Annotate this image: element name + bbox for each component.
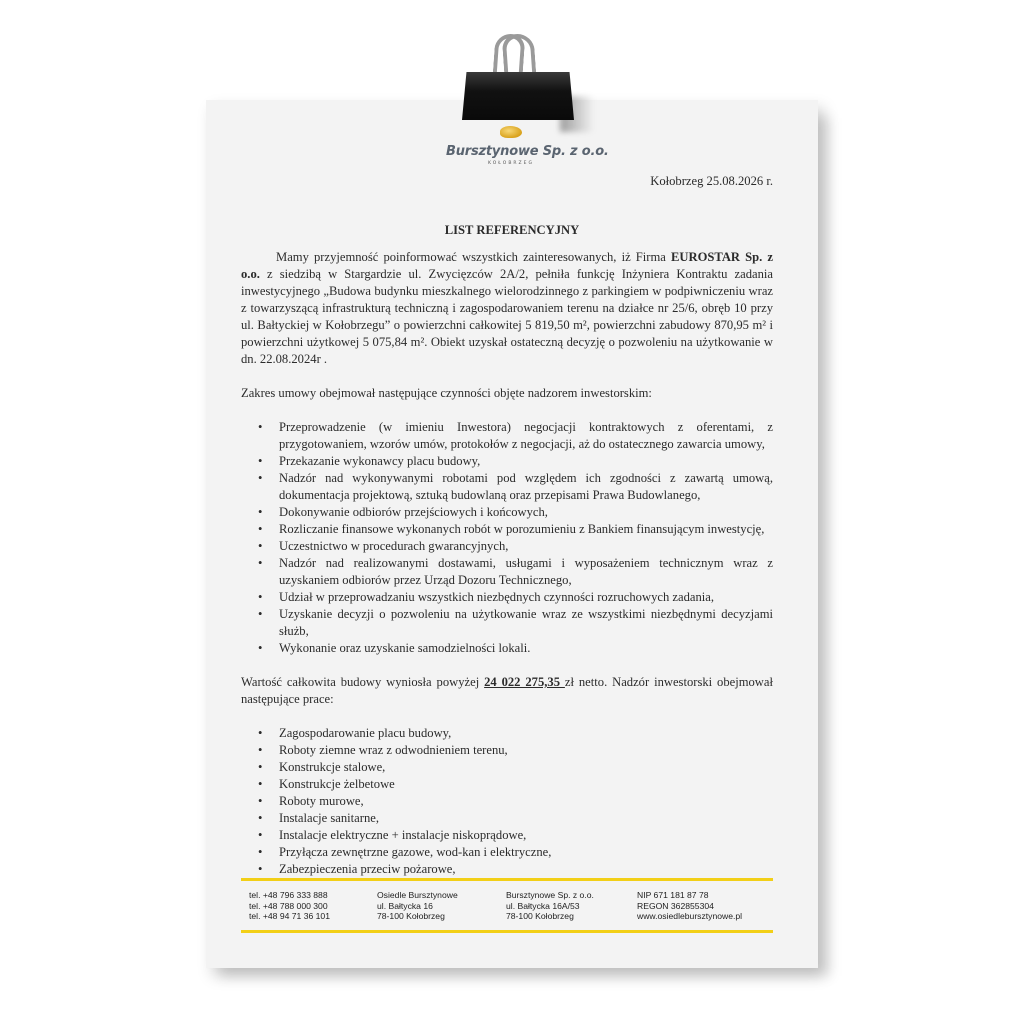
footer-line: tel. +48 94 71 36 101 <box>249 911 330 921</box>
intro-paragraph <box>241 249 773 368</box>
footer-line: 78-100 Kołobrzeg <box>506 911 574 921</box>
list-item: • Nadzór nad realizowanymi dostawami, usługami i wyposażeniem technicznym wraz z uzyskaniem odbiorów przez Urząd Dozoru Technicznego, <box>241 555 773 589</box>
footer-line: www.osiedlebursztynowe.pl <box>637 911 743 921</box>
footer-top-line <box>241 878 773 881</box>
value-text-1: Wartość całkowita budowy wyniosła powyżej <box>241 675 485 689</box>
footer-line: Osiedle Bursztynowe <box>377 890 458 900</box>
list-item: • Udział w przeprowadzaniu wszystkich niezbędnych czynności rozruchowych zadania, <box>241 589 773 606</box>
logo-company-name: Bursztynowe Sp. z o.o. <box>446 144 609 159</box>
footer-line: tel. +48 788 000 300 <box>249 900 328 911</box>
value-paragraph <box>241 674 773 708</box>
list-item: • Zabezpieczenia przeciw pożarowe, <box>241 861 773 878</box>
list-item: • Przyłącza zewnętrzne gazowe, wod-kan i elektryczne, <box>241 844 773 861</box>
footer-estate-address <box>377 890 458 922</box>
letter-body <box>241 249 773 878</box>
list-item: • Nadzór nad wykonywanymi robotami pod względem ich zgodności z zawartą umową, dokumentacja projektową, sztuką budowlaną oraz przepisami Prawa Budowlanego, <box>241 470 773 504</box>
intro-text-2: z siedzibą w Stargardzie ul. Zwycięzców 2A/2, pełniła funkcję Inżyniera Kontraktu zadania inwestycyjnego „Budowa budynku mieszkalnego wielorodzinnego z parkingiem w podpiwniczeniu wraz z towarzyszącą infrastrukturą techniczną i zagospodarowaniem terenu na działce nr 25/6, obręb 10 przy ul. Bałtyckiej w Kołobrzegu” o powierzchni całkowitej 5 819,50 m², powierzchni zabudowy 870,95 m² i powierzchni użytkowej 5 075,84 m². Obiekt uzyskał ostateczną decyzję o pozwoleniu na użytkowanie w dn. 22.08.2024r . <box>241 267 773 366</box>
list-item: • Dokonywanie odbiorów przejściowych i końcowych, <box>241 504 773 521</box>
footer-registration <box>637 890 742 922</box>
value-text-2: zł netto. Nadzór inwestorski obejmował następujące prace: <box>241 675 773 706</box>
footer-phones <box>249 890 330 922</box>
list-item: • Instalacje sanitarne, <box>241 810 773 827</box>
footer-company-address <box>506 890 594 922</box>
list-item: • Uzyskanie decyzji o pozwoleniu na użytkowanie wraz ze wszystkimi niezbędnymi decyzjami służb, <box>241 606 773 640</box>
footer-line: ul. Bałtycka 16A/53 <box>506 900 580 911</box>
list-item: • Przekazanie wykonawcy placu budowy, <box>241 453 773 470</box>
contractor-name: EUROSTAR Sp. z o.o. <box>241 250 774 281</box>
footer-bottom-line <box>241 930 773 933</box>
list-item: • Rozliczanie finansowe wykonanych robót w porozumieniu z Bankiem finansującym inwestycję, <box>241 521 773 538</box>
scope-heading: Zakres umowy obejmował następujące czynności objęte nadzorem inwestorskim: <box>241 386 652 400</box>
intro-text-1: Mamy przyjemność poinformować wszystkich zainteresowanych, iż Firma <box>276 250 671 264</box>
footer-line: ul. Bałtycka 16 <box>377 900 433 911</box>
list-item: • Konstrukcje stalowe, <box>241 759 773 776</box>
binder-clip-icon <box>462 72 574 120</box>
list-item: • Uczestnictwo w procedurach gwarancyjnych, <box>241 538 773 555</box>
letter-date: Kołobrzeg 25.08.2026 r. <box>650 174 773 188</box>
footer-line: 78-100 Kołobrzeg <box>377 911 445 921</box>
company-logo <box>446 126 609 166</box>
list-item: • Roboty ziemne wraz z odwodnieniem terenu, <box>241 742 773 759</box>
list-item: • Wykonanie oraz uzyskanie samodzielności lokali. <box>241 640 773 657</box>
scope-list <box>241 419 773 657</box>
contract-amount: 24 022 275,35 <box>484 675 565 689</box>
list-item: • Roboty murowe, <box>241 793 773 810</box>
footer-line: NIP 671 181 87 78 <box>637 890 709 900</box>
footer-line: tel. +48 796 333 888 <box>249 890 328 900</box>
list-item: • Konstrukcje żelbetowe <box>241 776 773 793</box>
logo-city: KOŁOBRZEG <box>488 161 534 166</box>
amber-gem-icon <box>500 126 522 138</box>
footer-line: Bursztynowe Sp. z o.o. <box>506 890 594 900</box>
list-item: • Zagospodarowanie placu budowy, <box>241 725 773 742</box>
letter-title: LIST REFERENCYJNY <box>444 223 580 237</box>
list-item: • Instalacje elektryczne + instalacje niskoprądowe, <box>241 827 773 844</box>
works-list <box>241 725 773 878</box>
list-item: • Przeprowadzenie (w imieniu Inwestora) negocjacji kontraktowych z oferentami, z przygotowaniem, wzorów umów, protokołów z negocjacji, aż do ostatecznego zawarcia umowy, <box>241 419 773 453</box>
footer-line: REGON 362855304 <box>637 900 714 911</box>
